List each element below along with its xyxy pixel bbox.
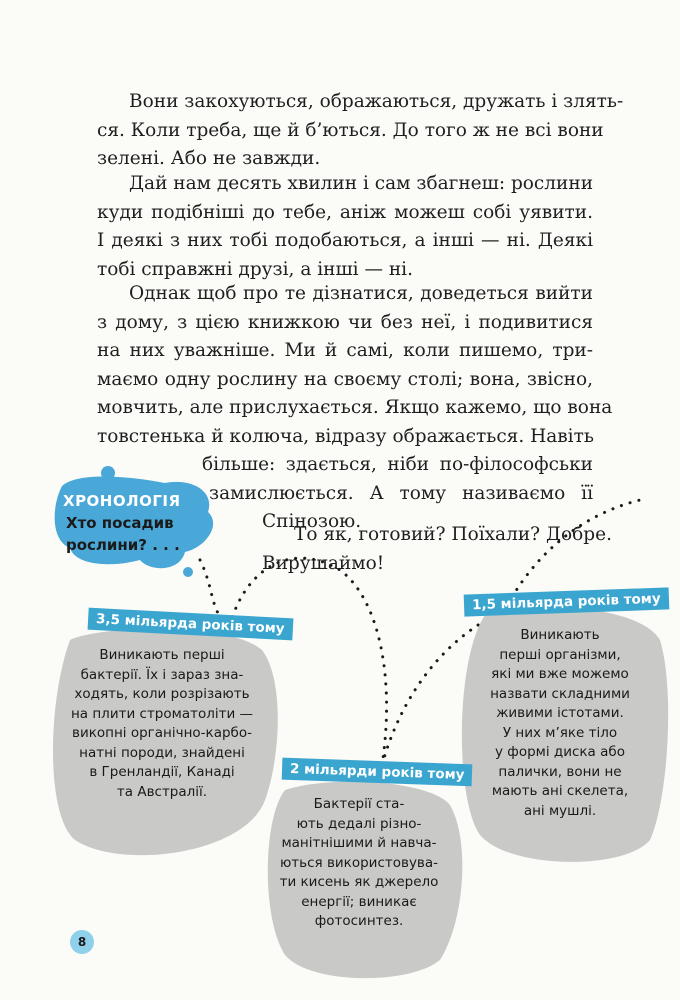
text-line: маємо одну рослину на своєму столі; вона, звісно, (97, 368, 593, 390)
text-line: тобі справжні друзі, а інші — ні. (97, 258, 413, 280)
timeline-label-2: 2 мільярди років тому (282, 758, 473, 787)
text-line: перші організми, (499, 646, 621, 663)
timeline-text-2 (264, 795, 454, 932)
text-line: назвати складними (490, 685, 630, 702)
text-line: мовчить, але прислухається. Якщо кажемо, що вона (97, 397, 613, 418)
text-line: та Австралії. (116, 783, 208, 800)
text-line: І деякі з них тобі подобаються, а інші — ні. Деякі (97, 230, 593, 251)
text-line: Виникають (520, 627, 600, 643)
text-line: фотосинтез. (314, 913, 404, 929)
text-line: Вони закохуються, ображаються, дружать і злять- (129, 91, 624, 112)
text-line: ють дедалі різно- (296, 815, 422, 832)
text-line: на них уважніше. Ми й самі, коли пишемо, три- (97, 340, 593, 361)
paragraph-4 (262, 521, 612, 578)
text-line: зелені. Або не завжди. (97, 148, 321, 169)
text-line: бактерії. Їх і зараз зна- (80, 666, 244, 683)
splash-drop (183, 567, 193, 577)
text-line: замислюється. А тому називаємо її (209, 482, 593, 504)
splash-question-line1: Хто посадив (66, 514, 174, 532)
text-line: які ми вже можемо (491, 666, 629, 682)
text-line: Бактерії ста- (313, 796, 405, 812)
text-line: в Гренландії, Канаді (89, 764, 235, 780)
text-line: Спінозою. (262, 511, 362, 532)
text-line: живими істотами. (496, 705, 624, 721)
text-line: мають ані скелета, (491, 783, 629, 799)
text-line: викопні органічно-карбо- (72, 725, 252, 741)
text-line: ся. Коли треба, ще й б’ються. До того ж не всі вони (97, 119, 604, 141)
text-line: Однак щоб про те дізнатися, доведеться вийти (129, 283, 593, 304)
text-line: на плити строматоліти — (70, 705, 254, 722)
timeline-text-1 (62, 646, 262, 802)
paragraph-1 (97, 88, 624, 174)
page-number: 8 (70, 930, 94, 954)
text-line: товстенька й колюча, відразу ображається. Навіть (97, 425, 594, 447)
timeline-label-1: 3,5 мільярда років тому (88, 608, 294, 641)
timeline-text-3 (462, 626, 658, 821)
text-line: манітнішими й навча- (281, 835, 437, 851)
text-line: з дому, з цією книжкою чи без неї, і подивитися (97, 311, 593, 333)
text-line: палички, вони не (498, 763, 622, 780)
text-line: у формі диска або (495, 744, 625, 760)
text-line: ходять, коли розрізають (74, 686, 250, 702)
splash-question-line2: рослини? . . . (66, 536, 180, 554)
text-line: ти кисень як джерело (279, 874, 439, 890)
paragraph-2 (97, 170, 593, 284)
text-line: більше: здається, ніби по-філософськи (202, 454, 593, 475)
text-line: То як, готовий? Поїхали? Добре. (294, 524, 612, 545)
text-line: Дай нам десять хвилин і сам збагнеш: рослини (129, 173, 594, 194)
text-line: куди подібніші до тебе, аніж можеш собі уявити. (97, 201, 593, 223)
text-line: У них м’яке тіло (502, 724, 618, 741)
text-line: ються використовува- (279, 854, 439, 871)
splash-title: ХРОНОЛОГІЯ (63, 492, 181, 510)
text-line: натні породи, знайдені (79, 744, 245, 761)
text-line: Вирушаймо! (262, 552, 385, 574)
timeline-label-3: 1,5 мільярда років тому (464, 587, 669, 616)
text-line: Виникають перші (99, 647, 225, 663)
text-line: ані мушлі. (523, 802, 597, 819)
text-line: енергії; виникає (301, 893, 417, 910)
